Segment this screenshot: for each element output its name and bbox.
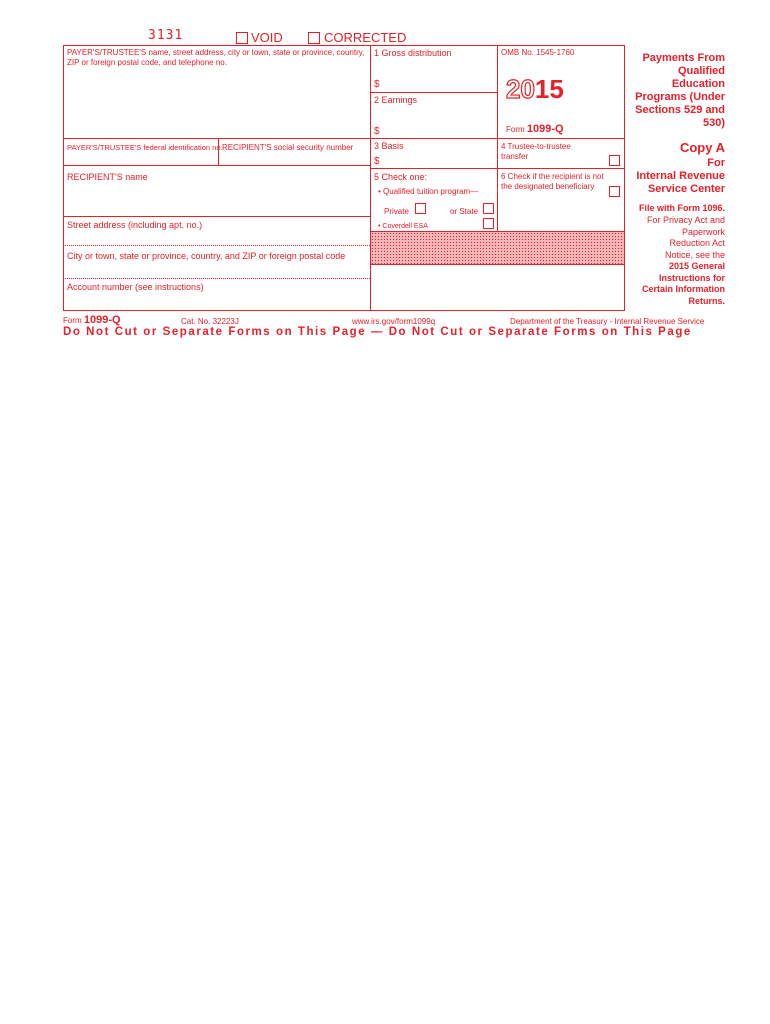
box6-checkbox[interactable] <box>609 186 620 197</box>
account-label: Account number (see instructions) <box>67 282 204 292</box>
corrected-checkbox[interactable] <box>308 32 320 44</box>
footer-form-number: 1099-Q <box>83 314 121 326</box>
form-word: Form <box>506 125 525 134</box>
box5-state-label: or State <box>450 207 479 216</box>
department-label: Department of the Treasury - Internal Revenue Service <box>510 317 705 326</box>
box5-private-checkbox[interactable] <box>415 203 426 214</box>
box4-label: 4 Trustee-to-trustee transfer <box>501 142 571 161</box>
box5-label: 5 Check one: <box>374 172 428 182</box>
box5-option-coverdell: • Coverdell ESA <box>378 223 428 230</box>
box2-label: 2 Earnings <box>374 95 418 105</box>
file-with-label: File with Form 1096. <box>638 203 725 213</box>
copy-label: Copy A <box>679 140 725 155</box>
box3-dollar: $ <box>374 156 380 167</box>
box1-dollar: $ <box>374 79 380 90</box>
year-suffix: 15 <box>534 74 564 104</box>
shaded-area <box>371 232 624 264</box>
general-instructions-label: 2015 General Instructions for Certain Information Returns. <box>641 261 725 306</box>
do-not-cut-warning: Do Not Cut or Separate Forms on This Page — Do Not Cut or Separate Forms on This Page <box>63 326 692 338</box>
box2-dollar: $ <box>374 126 380 137</box>
box5-option-qtp: • Qualified tuition program— <box>378 187 479 196</box>
for-label: For <box>707 157 725 169</box>
cat-number: Cat. No. 32223J <box>181 317 239 326</box>
box3-label: 3 Basis <box>374 141 404 151</box>
box5-state-checkbox[interactable] <box>483 203 494 214</box>
void-checkbox[interactable] <box>236 32 248 44</box>
recipient-name-label: RECIPIENT'S name <box>67 172 148 182</box>
irs-url[interactable]: www.irs.gov/form1099q <box>352 317 436 326</box>
footer-form-word: Form <box>63 316 82 325</box>
street-label: Street address (including apt. no.) <box>67 220 203 230</box>
privacy-label: For Privacy Act and Paperwork Reduction Act Notice, see the <box>646 215 725 260</box>
service-center-label: Internal Revenue Service Center <box>636 170 725 195</box>
box1-label: 1 Gross distribution <box>374 48 452 58</box>
box4-checkbox[interactable] <box>609 155 620 166</box>
box6-label: 6 Check if the recipient is not the designated beneficiary <box>501 172 604 191</box>
box5-coverdell-checkbox[interactable] <box>483 218 494 229</box>
payer-fed-id-label: PAYER'S/TRUSTEE'S federal identification no. <box>67 143 223 152</box>
city-label: City or town, state or province, country, and ZIP or foreign postal code <box>67 251 346 261</box>
form-number: 1099-Q <box>526 123 564 135</box>
payer-name-label: PAYER'S/TRUSTEE'S name, street address, city or town, state or province, country, ZIP or foreign postal code, and telephone no. <box>67 48 365 67</box>
omb-number: OMB No. 1545-1760 <box>501 48 575 57</box>
footer-form-id <box>63 314 121 326</box>
form-code: 3131 <box>148 28 184 43</box>
recipient-ssn-label: RECIPIENT'S social security number <box>222 143 354 152</box>
box5-private-label: Private <box>384 207 409 216</box>
void-label: VOID <box>251 30 283 45</box>
corrected-label: CORRECTED <box>324 30 407 45</box>
form-title: Payments From Qualified Education Programs (Under Sections 529 and 530) <box>635 52 725 129</box>
tax-year <box>506 74 564 104</box>
form-id-header <box>506 123 564 135</box>
year-prefix: 20 <box>506 74 535 104</box>
